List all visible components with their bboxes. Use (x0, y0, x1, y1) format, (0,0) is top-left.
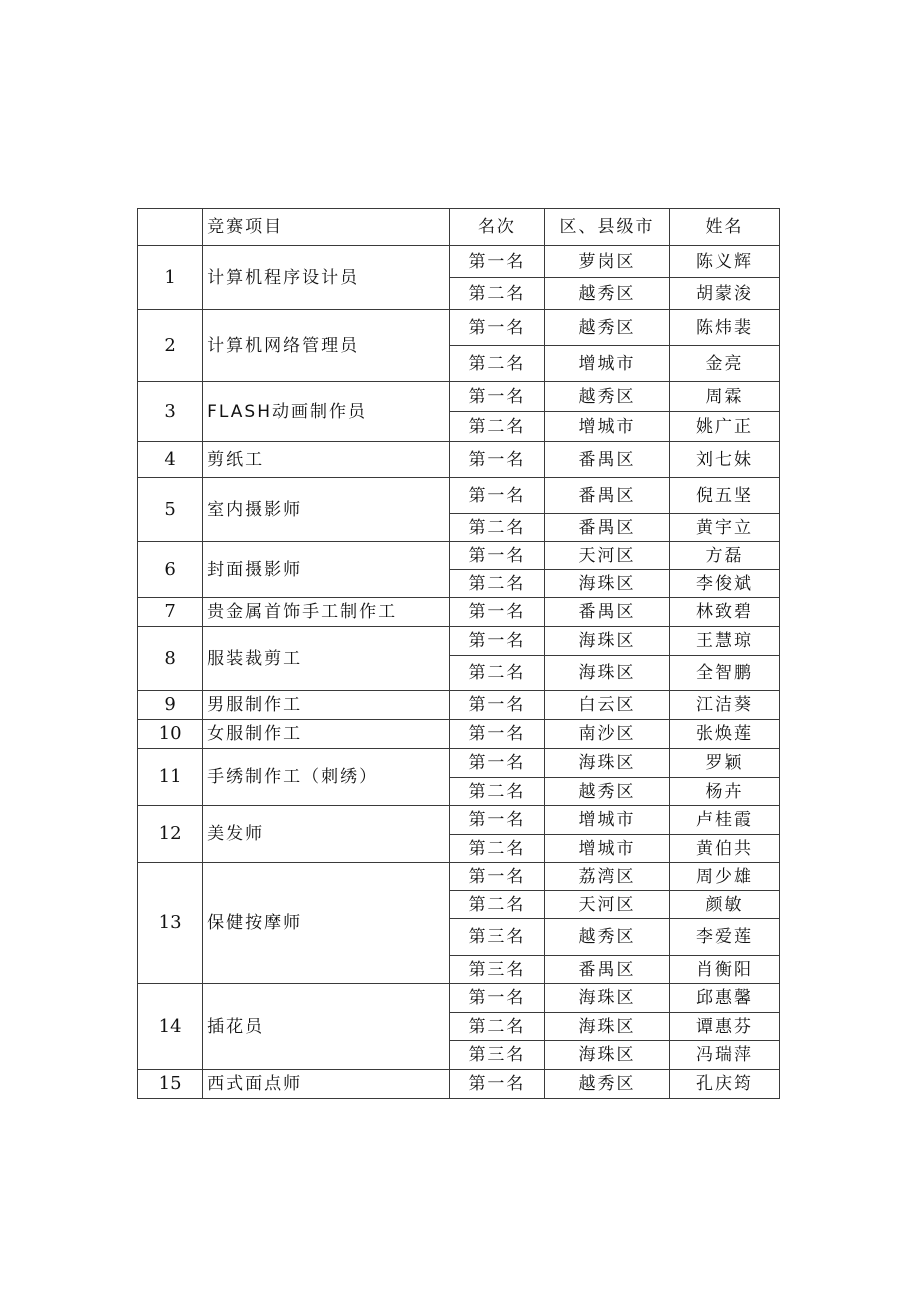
event-index: 1 (138, 246, 203, 310)
event-index: 9 (138, 691, 203, 720)
winner-name-cell: 胡蒙浚 (669, 278, 779, 310)
district-cell: 番禺区 (544, 442, 669, 478)
rank-cell: 第三名 (449, 1041, 544, 1070)
rank-cell: 第二名 (449, 778, 544, 806)
header-row (138, 209, 780, 246)
winner-name-cell: 李俊斌 (669, 570, 779, 598)
rank-cell: 第一名 (449, 382, 544, 412)
winner-name-cell: 周少雄 (669, 863, 779, 891)
event-index: 3 (138, 382, 203, 442)
winner-name-cell: 孔庆筠 (669, 1070, 779, 1099)
event-name: FLASH动画制作员 (203, 382, 450, 442)
winner-name-cell: 杨卉 (669, 778, 779, 806)
event-index: 5 (138, 478, 203, 542)
rank-cell: 第二名 (449, 412, 544, 442)
winner-name-cell: 罗颖 (669, 749, 779, 778)
event-index: 6 (138, 542, 203, 598)
district-cell: 海珠区 (544, 749, 669, 778)
rank-cell: 第二名 (449, 278, 544, 310)
event-index: 10 (138, 720, 203, 749)
district-cell: 海珠区 (544, 627, 669, 656)
rank-cell: 第二名 (449, 514, 544, 542)
table-row (138, 598, 780, 627)
event-index: 4 (138, 442, 203, 478)
event-name: 手绣制作工（刺绣） (203, 749, 450, 806)
table-row (138, 542, 780, 570)
rank-cell: 第一名 (449, 627, 544, 656)
winner-name-cell: 黄宇立 (669, 514, 779, 542)
winner-name-cell: 谭惠芬 (669, 1013, 779, 1041)
winner-name-cell: 邱惠馨 (669, 984, 779, 1013)
district-cell: 白云区 (544, 691, 669, 720)
rank-cell: 第一名 (449, 246, 544, 278)
district-cell: 天河区 (544, 891, 669, 919)
table-row (138, 1070, 780, 1099)
event-name: 服装裁剪工 (203, 627, 450, 691)
rank-cell: 第二名 (449, 1013, 544, 1041)
rank-cell: 第二名 (449, 891, 544, 919)
winner-name-cell: 周霖 (669, 382, 779, 412)
rank-cell: 第一名 (449, 691, 544, 720)
header-district: 区、县级市 (544, 209, 669, 246)
winner-name-cell: 金亮 (669, 346, 779, 382)
header-rank: 名次 (449, 209, 544, 246)
district-cell: 海珠区 (544, 656, 669, 691)
rank-cell: 第二名 (449, 835, 544, 863)
table-row (138, 382, 780, 412)
district-cell: 番禺区 (544, 514, 669, 542)
event-name: 美发师 (203, 806, 450, 863)
winner-name-cell: 王慧琼 (669, 627, 779, 656)
district-cell: 越秀区 (544, 310, 669, 346)
table-row (138, 691, 780, 720)
event-name: 计算机网络管理员 (203, 310, 450, 382)
district-cell: 增城市 (544, 346, 669, 382)
district-cell: 增城市 (544, 412, 669, 442)
district-cell: 萝岗区 (544, 246, 669, 278)
header-event: 竞赛项目 (203, 209, 450, 246)
district-cell: 越秀区 (544, 382, 669, 412)
district-cell: 海珠区 (544, 1013, 669, 1041)
district-cell: 越秀区 (544, 278, 669, 310)
rank-cell: 第一名 (449, 749, 544, 778)
district-cell: 越秀区 (544, 778, 669, 806)
winner-name-cell: 陈义辉 (669, 246, 779, 278)
event-index: 14 (138, 984, 203, 1070)
event-index: 13 (138, 863, 203, 984)
rank-cell: 第三名 (449, 956, 544, 984)
results-table (137, 208, 780, 1099)
event-name: 西式面点师 (203, 1070, 450, 1099)
winner-name-cell: 颜敏 (669, 891, 779, 919)
district-cell: 增城市 (544, 806, 669, 835)
table-row (138, 749, 780, 778)
district-cell: 海珠区 (544, 1041, 669, 1070)
rank-cell: 第一名 (449, 310, 544, 346)
rank-cell: 第一名 (449, 720, 544, 749)
winner-name-cell: 李爱莲 (669, 919, 779, 956)
winner-name-cell: 姚广正 (669, 412, 779, 442)
table-row (138, 442, 780, 478)
rank-cell: 第三名 (449, 919, 544, 956)
table-row (138, 806, 780, 835)
winner-name-cell: 全智鹏 (669, 656, 779, 691)
table-row (138, 478, 780, 514)
event-index: 15 (138, 1070, 203, 1099)
event-name: 女服制作工 (203, 720, 450, 749)
rank-cell: 第一名 (449, 863, 544, 891)
district-cell: 越秀区 (544, 919, 669, 956)
rank-cell: 第一名 (449, 442, 544, 478)
district-cell: 番禺区 (544, 478, 669, 514)
rank-cell: 第二名 (449, 656, 544, 691)
event-name: 计算机程序设计员 (203, 246, 450, 310)
header-index (138, 209, 203, 246)
winner-name-cell: 林致碧 (669, 598, 779, 627)
winner-name-cell: 江洁葵 (669, 691, 779, 720)
table-row (138, 863, 780, 891)
table-row (138, 627, 780, 656)
event-index: 7 (138, 598, 203, 627)
rank-cell: 第一名 (449, 478, 544, 514)
table-row (138, 310, 780, 346)
rank-cell: 第二名 (449, 570, 544, 598)
event-name: 男服制作工 (203, 691, 450, 720)
winner-name-cell: 陈炜裴 (669, 310, 779, 346)
rank-cell: 第一名 (449, 1070, 544, 1099)
winner-name-cell: 张焕莲 (669, 720, 779, 749)
event-index: 12 (138, 806, 203, 863)
district-cell: 南沙区 (544, 720, 669, 749)
rank-cell: 第一名 (449, 598, 544, 627)
event-name: 插花员 (203, 984, 450, 1070)
event-name: 剪纸工 (203, 442, 450, 478)
winner-name-cell: 方磊 (669, 542, 779, 570)
district-cell: 番禺区 (544, 598, 669, 627)
table-body (138, 209, 780, 1099)
rank-cell: 第一名 (449, 542, 544, 570)
winner-name-cell: 刘七妹 (669, 442, 779, 478)
district-cell: 增城市 (544, 835, 669, 863)
event-index: 8 (138, 627, 203, 691)
winner-name-cell: 肖衡阳 (669, 956, 779, 984)
event-index: 2 (138, 310, 203, 382)
district-cell: 荔湾区 (544, 863, 669, 891)
winner-name-cell: 倪五坚 (669, 478, 779, 514)
district-cell: 番禺区 (544, 956, 669, 984)
event-name: 封面摄影师 (203, 542, 450, 598)
winner-name-cell: 卢桂霞 (669, 806, 779, 835)
event-index: 11 (138, 749, 203, 806)
header-name: 姓名 (669, 209, 779, 246)
rank-cell: 第二名 (449, 346, 544, 382)
rank-cell: 第一名 (449, 806, 544, 835)
event-name: 室内摄影师 (203, 478, 450, 542)
table-row (138, 720, 780, 749)
district-cell: 海珠区 (544, 984, 669, 1013)
event-name: 贵金属首饰手工制作工 (203, 598, 450, 627)
winner-name-cell: 冯瑞萍 (669, 1041, 779, 1070)
event-name: 保健按摩师 (203, 863, 450, 984)
winner-name-cell: 黄伯共 (669, 835, 779, 863)
table-row (138, 246, 780, 278)
district-cell: 天河区 (544, 542, 669, 570)
table-row (138, 984, 780, 1013)
district-cell: 越秀区 (544, 1070, 669, 1099)
rank-cell: 第一名 (449, 984, 544, 1013)
district-cell: 海珠区 (544, 570, 669, 598)
